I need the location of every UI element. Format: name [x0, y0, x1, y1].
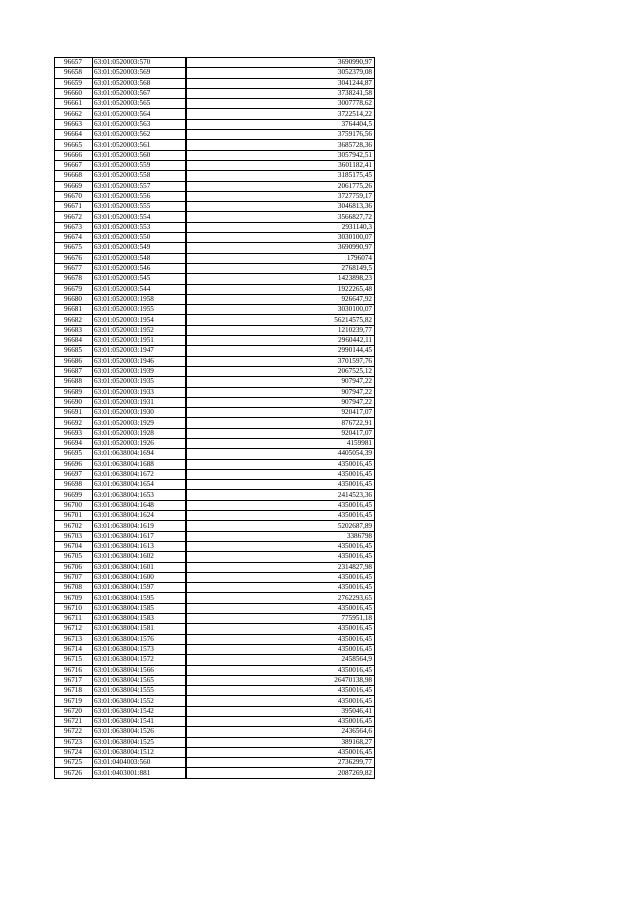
cadastral-value-cell: 2436564,6: [186, 727, 375, 737]
table-row: [55, 696, 375, 706]
cadastral-value-cell: 1796074: [186, 253, 375, 263]
cadastral-number-cell: 63:01:0520003:569: [93, 68, 186, 78]
table-row: [55, 634, 375, 644]
table-row: [55, 717, 375, 727]
cadastral-number-cell: 63:01:0638004:1595: [93, 593, 186, 603]
cadastral-number-cell: 63:01:0638004:1694: [93, 449, 186, 459]
cadastral-number-cell: 63:01:0638004:1688: [93, 459, 186, 469]
row-number-cell: 96714: [55, 644, 93, 654]
row-number-cell: 96691: [55, 408, 93, 418]
cadastral-number-cell: 63:01:0520003:1930: [93, 408, 186, 418]
cadastral-value-cell: 1922265,48: [186, 284, 375, 294]
table-row: [55, 747, 375, 757]
cadastral-number-cell: 63:01:0638004:1565: [93, 675, 186, 685]
row-number-cell: 96662: [55, 109, 93, 119]
row-number-cell: 96720: [55, 706, 93, 716]
cadastral-value-cell: 4350016,45: [186, 717, 375, 727]
cadastral-value-cell: 926647,92: [186, 294, 375, 304]
cadastral-number-cell: 63:01:0638004:1581: [93, 624, 186, 634]
table-row: [55, 593, 375, 603]
cadastral-number-cell: 63:01:0638004:1597: [93, 583, 186, 593]
row-number-cell: 96707: [55, 572, 93, 582]
cadastral-value-cell: 3030100,07: [186, 305, 375, 315]
row-number-cell: 96713: [55, 634, 93, 644]
row-number-cell: 96659: [55, 78, 93, 88]
row-number-cell: 96675: [55, 243, 93, 253]
cadastral-number-cell: 63:01:0520003:1947: [93, 346, 186, 356]
cadastral-number-cell: 63:01:0520003:545: [93, 274, 186, 284]
row-number-cell: 96669: [55, 181, 93, 191]
table-row: [55, 552, 375, 562]
table-row: [55, 768, 375, 778]
row-number-cell: 96685: [55, 346, 93, 356]
cadastral-number-cell: 63:01:0638004:1583: [93, 614, 186, 624]
cadastral-value-cell: 3566827,72: [186, 212, 375, 222]
cadastral-number-cell: 63:01:0520003:548: [93, 253, 186, 263]
row-number-cell: 96663: [55, 119, 93, 129]
table-row: [55, 88, 375, 98]
cadastral-number-cell: 63:01:0638004:1572: [93, 655, 186, 665]
cadastral-number-cell: 63:01:0638004:1654: [93, 480, 186, 490]
cadastral-number-cell: 63:01:0638004:1566: [93, 665, 186, 675]
cadastral-number-cell: 63:01:0520003:546: [93, 263, 186, 273]
row-number-cell: 96668: [55, 171, 93, 181]
table-row: [55, 469, 375, 479]
row-number-cell: 96716: [55, 665, 93, 675]
cadastral-number-cell: 63:01:0638004:1624: [93, 511, 186, 521]
cadastral-number-cell: 63:01:0520003:560: [93, 150, 186, 160]
cadastral-value-cell: 2087269,82: [186, 768, 375, 778]
table-row: [55, 356, 375, 366]
row-number-cell: 96722: [55, 727, 93, 737]
cadastral-value-cell: 4350016,45: [186, 572, 375, 582]
cadastral-value-cell: 3185175,45: [186, 171, 375, 181]
cadastral-value-cell: 4350016,45: [186, 624, 375, 634]
cadastral-number-cell: 63:01:0520003:570: [93, 58, 186, 68]
cadastral-value-cell: 5202687,89: [186, 521, 375, 531]
cadastral-value-cell: 4350016,45: [186, 686, 375, 696]
table-row: [55, 686, 375, 696]
cadastral-value-cell: 3690990,97: [186, 243, 375, 253]
cadastral-number-cell: 63:01:0638004:1617: [93, 531, 186, 541]
row-number-cell: 96672: [55, 212, 93, 222]
cadastral-value-cell: 907947,22: [186, 377, 375, 387]
row-number-cell: 96670: [55, 191, 93, 201]
cadastral-value-cell: 3386798: [186, 531, 375, 541]
table-row: [55, 58, 375, 68]
cadastral-value-cell: 4350016,45: [186, 665, 375, 675]
table-row: [55, 521, 375, 531]
table-row: [55, 511, 375, 521]
table-row: [55, 78, 375, 88]
cadastral-number-cell: 63:01:0520003:567: [93, 88, 186, 98]
cadastral-number-cell: 63:01:0638004:1541: [93, 717, 186, 727]
cadastral-number-cell: 63:01:0520003:1951: [93, 336, 186, 346]
row-number-cell: 96715: [55, 655, 93, 665]
row-number-cell: 96657: [55, 58, 93, 68]
cadastral-number-cell: 63:01:0520003:557: [93, 181, 186, 191]
cadastral-value-cell: 775951,18: [186, 614, 375, 624]
row-number-cell: 96717: [55, 675, 93, 685]
row-number-cell: 96682: [55, 315, 93, 325]
cadastral-value-cell: 4350016,45: [186, 644, 375, 654]
row-number-cell: 96690: [55, 397, 93, 407]
table-row: [55, 459, 375, 469]
table-row: [55, 130, 375, 140]
row-number-cell: 96693: [55, 428, 93, 438]
row-number-cell: 96709: [55, 593, 93, 603]
cadastral-value-cell: 56214575,82: [186, 315, 375, 325]
table-row: [55, 562, 375, 572]
cadastral-value-cell: 4350016,45: [186, 500, 375, 510]
cadastral-value-cell: 920417,07: [186, 428, 375, 438]
table-row: [55, 366, 375, 376]
row-number-cell: 96724: [55, 747, 93, 757]
row-number-cell: 96704: [55, 541, 93, 551]
table-row: [55, 150, 375, 160]
cadastral-number-cell: 63:01:0520003:568: [93, 78, 186, 88]
table-row: [55, 418, 375, 428]
row-number-cell: 96706: [55, 562, 93, 572]
cadastral-number-cell: 63:01:0520003:564: [93, 109, 186, 119]
row-number-cell: 96674: [55, 233, 93, 243]
table-row: [55, 346, 375, 356]
cadastral-number-cell: 63:01:0520003:554: [93, 212, 186, 222]
cadastral-number-cell: 63:01:0638004:1526: [93, 727, 186, 737]
cadastral-number-cell: 63:01:0638004:1552: [93, 696, 186, 706]
cadastral-number-cell: 63:01:0520003:1933: [93, 387, 186, 397]
cadastral-value-cell: 3727759,17: [186, 191, 375, 201]
row-number-cell: 96677: [55, 263, 93, 273]
table-row: [55, 665, 375, 675]
cadastral-number-cell: 63:01:0638004:1600: [93, 572, 186, 582]
cadastral-number-cell: 63:01:0638004:1653: [93, 490, 186, 500]
cadastral-number-cell: 63:01:0638004:1613: [93, 541, 186, 551]
cadastral-value-cell: 4350016,45: [186, 603, 375, 613]
table-row: [55, 408, 375, 418]
table-row: [55, 325, 375, 335]
cadastral-value-cell: 2067525,12: [186, 366, 375, 376]
row-number-cell: 96695: [55, 449, 93, 459]
row-number-cell: 96710: [55, 603, 93, 613]
cadastral-number-cell: 63:01:0520003:1926: [93, 438, 186, 448]
row-number-cell: 96708: [55, 583, 93, 593]
table-row: [55, 294, 375, 304]
table-row: [55, 644, 375, 654]
cadastral-number-cell: 63:01:0520003:558: [93, 171, 186, 181]
table-row: [55, 438, 375, 448]
table-row: [55, 68, 375, 78]
table-row: [55, 99, 375, 109]
cadastral-number-cell: 63:01:0520003:553: [93, 222, 186, 232]
table-row: [55, 706, 375, 716]
row-number-cell: 96676: [55, 253, 93, 263]
cadastral-value-cell: 4350016,45: [186, 696, 375, 706]
cadastral-value-cell: 2990144,45: [186, 346, 375, 356]
cadastral-value-cell: 4350016,45: [186, 511, 375, 521]
cadastral-number-cell: 63:01:0638004:1619: [93, 521, 186, 531]
cadastral-number-cell: 63:01:0638004:1585: [93, 603, 186, 613]
cadastral-value-cell: 3601182,41: [186, 160, 375, 170]
cadastral-value-cell: 2960442,11: [186, 336, 375, 346]
cadastral-value-cell: 2458564,9: [186, 655, 375, 665]
table-row: [55, 140, 375, 150]
row-number-cell: 96661: [55, 99, 93, 109]
cadastral-value-cell: 1210239,77: [186, 325, 375, 335]
cadastral-value-cell: 2931140,3: [186, 222, 375, 232]
cadastral-value-cell: 1423898,23: [186, 274, 375, 284]
cadastral-number-cell: 63:01:0403001:881: [93, 768, 186, 778]
row-number-cell: 96671: [55, 202, 93, 212]
table-row: [55, 274, 375, 284]
row-number-cell: 96726: [55, 768, 93, 778]
row-number-cell: 96692: [55, 418, 93, 428]
table-row: [55, 191, 375, 201]
cadastral-value-cell: 4350016,45: [186, 459, 375, 469]
cadastral-number-cell: 63:01:0638004:1601: [93, 562, 186, 572]
table-row: [55, 284, 375, 294]
cadastral-number-cell: 63:01:0520003:562: [93, 130, 186, 140]
cadastral-number-cell: 63:01:0520003:556: [93, 191, 186, 201]
cadastral-number-cell: 63:01:0638004:1672: [93, 469, 186, 479]
row-number-cell: 96725: [55, 758, 93, 768]
cadastral-number-cell: 63:01:0638004:1573: [93, 644, 186, 654]
table-row: [55, 160, 375, 170]
cadastral-number-cell: 63:01:0638004:1542: [93, 706, 186, 716]
table-row: [55, 758, 375, 768]
cadastral-number-cell: 63:01:0520003:561: [93, 140, 186, 150]
cadastral-value-cell: 907947,22: [186, 387, 375, 397]
cadastral-number-cell: 63:01:0520003:559: [93, 160, 186, 170]
cadastral-number-cell: 63:01:0520003:544: [93, 284, 186, 294]
row-number-cell: 96699: [55, 490, 93, 500]
cadastral-value-cell: 4350016,45: [186, 469, 375, 479]
cadastral-value-cell: 3701597,76: [186, 356, 375, 366]
row-number-cell: 96698: [55, 480, 93, 490]
cadastral-value-cell: 395046,41: [186, 706, 375, 716]
cadastral-value-cell: 4159981: [186, 438, 375, 448]
table-row: [55, 171, 375, 181]
row-number-cell: 96681: [55, 305, 93, 315]
cadastral-number-cell: 63:01:0520003:565: [93, 99, 186, 109]
cadastral-value-cell: 2736299,77: [186, 758, 375, 768]
row-number-cell: 96689: [55, 387, 93, 397]
table-row: [55, 531, 375, 541]
row-number-cell: 96688: [55, 377, 93, 387]
cadastral-number-cell: 63:01:0520003:563: [93, 119, 186, 129]
table-row: [55, 397, 375, 407]
cadastral-number-cell: 63:01:0520003:1952: [93, 325, 186, 335]
cadastral-value-cell: 4350016,45: [186, 541, 375, 551]
row-number-cell: 96696: [55, 459, 93, 469]
cadastral-value-cell: 3738241,58: [186, 88, 375, 98]
table-row: [55, 603, 375, 613]
table-row: [55, 202, 375, 212]
cadastral-value-cell: 3685728,36: [186, 140, 375, 150]
cadastral-value-cell: 3722514,22: [186, 109, 375, 119]
table-row: [55, 541, 375, 551]
row-number-cell: 96702: [55, 521, 93, 531]
row-number-cell: 96718: [55, 686, 93, 696]
row-number-cell: 96723: [55, 737, 93, 747]
table-row: [55, 305, 375, 315]
row-number-cell: 96658: [55, 68, 93, 78]
cadastral-value-cell: 3057942,51: [186, 150, 375, 160]
table-row: [55, 109, 375, 119]
cadastral-value-cell: 3007778,62: [186, 99, 375, 109]
cadastral-value-cell: 3041244,87: [186, 78, 375, 88]
cadastral-number-cell: 63:01:0638004:1648: [93, 500, 186, 510]
cadastral-value-cell: 4350016,45: [186, 480, 375, 490]
cadastral-number-cell: 63:01:0638004:1525: [93, 737, 186, 747]
table-body: [55, 58, 375, 779]
table-row: [55, 263, 375, 273]
table-row: [55, 572, 375, 582]
cadastral-value-cell: 4350016,45: [186, 552, 375, 562]
cadastral-number-cell: 63:01:0520003:1929: [93, 418, 186, 428]
cadastral-value-cell: 2768149,5: [186, 263, 375, 273]
cadastral-number-cell: 63:01:0638004:1512: [93, 747, 186, 757]
row-number-cell: 96712: [55, 624, 93, 634]
table-row: [55, 428, 375, 438]
table-row: [55, 583, 375, 593]
row-number-cell: 96705: [55, 552, 93, 562]
cadastral-number-cell: 63:01:0520003:1939: [93, 366, 186, 376]
cadastral-value-cell: 3690990,97: [186, 58, 375, 68]
row-number-cell: 96664: [55, 130, 93, 140]
cadastral-value-cell: 920417,07: [186, 408, 375, 418]
cadastral-value-cell: 2314827,98: [186, 562, 375, 572]
table-row: [55, 624, 375, 634]
table-row: [55, 212, 375, 222]
cadastral-value-cell: 4350016,45: [186, 634, 375, 644]
cadastral-value-cell: 4350016,45: [186, 583, 375, 593]
table-row: [55, 675, 375, 685]
cadastral-value-cell: 876722,91: [186, 418, 375, 428]
cadastral-value-cell: 4350016,45: [186, 747, 375, 757]
cadastral-number-cell: 63:01:0520003:555: [93, 202, 186, 212]
table-row: [55, 449, 375, 459]
table-row: [55, 727, 375, 737]
cadastral-value-cell: 2061775,26: [186, 181, 375, 191]
cadastral-value-cell: 3764404,5: [186, 119, 375, 129]
cadastral-value-cell: 4405054,39: [186, 449, 375, 459]
row-number-cell: 96667: [55, 160, 93, 170]
cadastral-value-cell: 2762293,65: [186, 593, 375, 603]
table-row: [55, 377, 375, 387]
row-number-cell: 96711: [55, 614, 93, 624]
cadastral-value-cell: 3030100,07: [186, 233, 375, 243]
table-row: [55, 737, 375, 747]
cadastral-value-cell: 26470138,98: [186, 675, 375, 685]
row-number-cell: 96701: [55, 511, 93, 521]
table-row: [55, 181, 375, 191]
row-number-cell: 96684: [55, 336, 93, 346]
row-number-cell: 96679: [55, 284, 93, 294]
cadastral-number-cell: 63:01:0520003:1954: [93, 315, 186, 325]
cadastral-number-cell: 63:01:0638004:1602: [93, 552, 186, 562]
table-row: [55, 655, 375, 665]
row-number-cell: 96687: [55, 366, 93, 376]
table-row: [55, 233, 375, 243]
cadastral-number-cell: 63:01:0520003:1935: [93, 377, 186, 387]
table-row: [55, 315, 375, 325]
row-number-cell: 96660: [55, 88, 93, 98]
table-row: [55, 387, 375, 397]
table-row: [55, 222, 375, 232]
cadastral-number-cell: 63:01:0404003:560: [93, 758, 186, 768]
row-number-cell: 96719: [55, 696, 93, 706]
cadastral-number-cell: 63:01:0520003:1946: [93, 356, 186, 366]
row-number-cell: 96683: [55, 325, 93, 335]
row-number-cell: 96694: [55, 438, 93, 448]
cadastral-value-cell: 3759176,56: [186, 130, 375, 140]
cadastral-number-cell: 63:01:0520003:1955: [93, 305, 186, 315]
cadastral-number-cell: 63:01:0638004:1576: [93, 634, 186, 644]
cadastral-value-cell: 389168,27: [186, 737, 375, 747]
row-number-cell: 96678: [55, 274, 93, 284]
table-row: [55, 614, 375, 624]
cadastral-value-cell: 3052379,08: [186, 68, 375, 78]
row-number-cell: 96680: [55, 294, 93, 304]
row-number-cell: 96665: [55, 140, 93, 150]
cadastral-number-cell: 63:01:0520003:1931: [93, 397, 186, 407]
row-number-cell: 96721: [55, 717, 93, 727]
row-number-cell: 96697: [55, 469, 93, 479]
row-number-cell: 96686: [55, 356, 93, 366]
table-row: [55, 243, 375, 253]
table-row: [55, 119, 375, 129]
table-row: [55, 336, 375, 346]
row-number-cell: 96703: [55, 531, 93, 541]
cadastral-value-cell: 3046813,36: [186, 202, 375, 212]
table-row: [55, 500, 375, 510]
table-row: [55, 490, 375, 500]
cadastral-number-cell: 63:01:0520003:549: [93, 243, 186, 253]
cadastral-number-cell: 63:01:0638004:1555: [93, 686, 186, 696]
table-row: [55, 480, 375, 490]
cadastral-value-table: [54, 57, 375, 779]
cadastral-number-cell: 63:01:0520003:550: [93, 233, 186, 243]
row-number-cell: 96673: [55, 222, 93, 232]
cadastral-number-cell: 63:01:0520003:1928: [93, 428, 186, 438]
table-row: [55, 253, 375, 263]
cadastral-value-cell: 2414523,36: [186, 490, 375, 500]
cadastral-number-cell: 63:01:0520003:1958: [93, 294, 186, 304]
row-number-cell: 96666: [55, 150, 93, 160]
row-number-cell: 96700: [55, 500, 93, 510]
cadastral-value-cell: 907947,22: [186, 397, 375, 407]
